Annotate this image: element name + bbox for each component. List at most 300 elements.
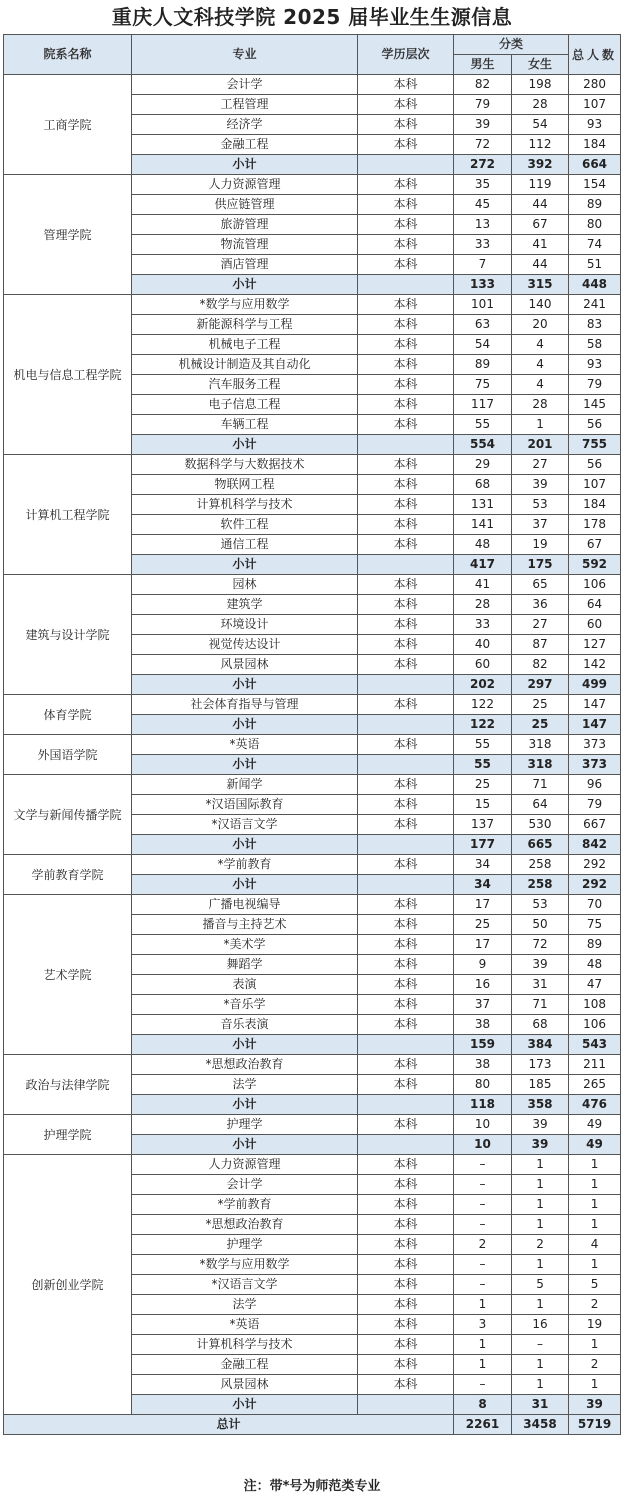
male-cell: 137 [454,815,512,835]
level-cell: 本科 [358,175,454,195]
level-cell: 本科 [358,1215,454,1235]
total-cell: 74 [569,235,621,255]
level-cell: 本科 [358,375,454,395]
female-cell: 25 [512,695,569,715]
subtotal-level-empty [358,1035,454,1055]
total-cell: 106 [569,1015,621,1035]
subtotal-level-empty [358,715,454,735]
subtotal-female: 392 [512,155,569,175]
level-cell: 本科 [358,975,454,995]
total-cell: 2 [569,1295,621,1315]
subtotal-label: 小计 [132,1095,358,1115]
subtotal-male: 118 [454,1095,512,1115]
level-cell: 本科 [358,695,454,715]
total-cell: 292 [569,855,621,875]
level-cell: 本科 [358,215,454,235]
male-cell: 34 [454,855,512,875]
level-cell: 本科 [358,475,454,495]
female-cell: 39 [512,1115,569,1135]
major-cell: 车辆工程 [132,415,358,435]
total-cell: 48 [569,955,621,975]
male-cell: – [454,1155,512,1175]
level-cell: 本科 [358,415,454,435]
major-cell: 计算机科学与技术 [132,495,358,515]
female-cell: 50 [512,915,569,935]
grand-total-label: 总计 [4,1415,454,1435]
male-cell: 33 [454,235,512,255]
total-cell: 211 [569,1055,621,1075]
major-cell: 数据科学与大数据技术 [132,455,358,475]
subtotal-female: 384 [512,1035,569,1055]
level-cell: 本科 [358,335,454,355]
table-row [4,175,621,195]
major-cell: 建筑学 [132,595,358,615]
subtotal-female: 297 [512,675,569,695]
male-cell: 41 [454,575,512,595]
total-cell: 4 [569,1235,621,1255]
subtotal-female: 201 [512,435,569,455]
table-row [4,455,621,475]
total-cell: 56 [569,455,621,475]
level-cell: 本科 [358,995,454,1015]
grand-total-row [4,1415,621,1435]
total-cell: 107 [569,95,621,115]
subtotal-male: 122 [454,715,512,735]
male-cell: 15 [454,795,512,815]
male-cell: 63 [454,315,512,335]
female-cell: 1 [512,1295,569,1315]
total-cell: 1 [569,1375,621,1395]
major-cell: 金融工程 [132,135,358,155]
subtotal-label: 小计 [132,555,358,575]
subtotal-level-empty [358,1395,454,1415]
major-cell: 物流管理 [132,235,358,255]
level-cell: 本科 [358,75,454,95]
male-cell: 38 [454,1055,512,1075]
male-cell: 1 [454,1335,512,1355]
college-name: 护理学院 [4,1115,132,1155]
graduate-source-table [3,34,621,1435]
subtotal-label: 小计 [132,155,358,175]
major-cell: 舞蹈学 [132,955,358,975]
female-cell: 5 [512,1275,569,1295]
header-female: 女生 [512,55,569,75]
subtotal-male: 133 [454,275,512,295]
level-cell: 本科 [358,1335,454,1355]
female-cell: 4 [512,335,569,355]
male-cell: 16 [454,975,512,995]
college-name: 体育学院 [4,695,132,735]
level-cell: 本科 [358,515,454,535]
male-cell: 48 [454,535,512,555]
total-cell: 96 [569,775,621,795]
subtotal-level-empty [358,1095,454,1115]
major-cell: 视觉传达设计 [132,635,358,655]
male-cell: 40 [454,635,512,655]
female-cell: 4 [512,375,569,395]
female-cell: 67 [512,215,569,235]
major-cell: 社会体育指导与管理 [132,695,358,715]
total-cell: 89 [569,935,621,955]
level-cell: 本科 [358,195,454,215]
subtotal-label: 小计 [132,1035,358,1055]
male-cell: – [454,1195,512,1215]
college-name: 外国语学院 [4,735,132,775]
total-cell: 241 [569,295,621,315]
female-cell: 1 [512,1355,569,1375]
major-cell: 计算机科学与技术 [132,1335,358,1355]
male-cell: – [454,1255,512,1275]
subtotal-male: 159 [454,1035,512,1055]
grand-total-male: 2261 [454,1415,512,1435]
female-cell: 39 [512,955,569,975]
subtotal-total: 592 [569,555,621,575]
total-cell: 1 [569,1155,621,1175]
level-cell: 本科 [358,1055,454,1075]
female-cell: 2 [512,1235,569,1255]
female-cell: 1 [512,1255,569,1275]
subtotal-female: 258 [512,875,569,895]
major-cell: 新闻学 [132,775,358,795]
male-cell: 80 [454,1075,512,1095]
total-cell: 145 [569,395,621,415]
total-cell: 1 [569,1255,621,1275]
female-cell: 1 [512,1155,569,1175]
subtotal-total: 476 [569,1095,621,1115]
female-cell: 1 [512,1175,569,1195]
total-cell: 106 [569,575,621,595]
college-name: 机电与信息工程学院 [4,295,132,455]
female-cell: 68 [512,1015,569,1035]
female-cell: 44 [512,195,569,215]
female-cell: 27 [512,615,569,635]
female-cell: 1 [512,1215,569,1235]
subtotal-level-empty [358,155,454,175]
college-name: 文学与新闻传播学院 [4,775,132,855]
female-cell: 1 [512,1195,569,1215]
total-cell: 373 [569,735,621,755]
major-cell: 风景园林 [132,655,358,675]
header-male: 男生 [454,55,512,75]
male-cell: 38 [454,1015,512,1035]
major-cell: *英语 [132,735,358,755]
level-cell: 本科 [358,1375,454,1395]
level-cell: 本科 [358,1355,454,1375]
total-cell: 142 [569,655,621,675]
total-cell: 147 [569,695,621,715]
college-name: 政治与法律学院 [4,1055,132,1115]
level-cell: 本科 [358,575,454,595]
total-cell: 64 [569,595,621,615]
male-cell: 7 [454,255,512,275]
subtotal-total: 373 [569,755,621,775]
level-cell: 本科 [358,135,454,155]
female-cell: 44 [512,255,569,275]
college-name: 管理学院 [4,175,132,295]
table-row [4,1115,621,1135]
level-cell: 本科 [358,935,454,955]
female-cell: 1 [512,415,569,435]
subtotal-label: 小计 [132,875,358,895]
page-title: 重庆人文科技学院 2025 届毕业生生源信息 [111,5,513,29]
major-cell: 广播电视编导 [132,895,358,915]
level-cell: 本科 [358,1175,454,1195]
male-cell: – [454,1375,512,1395]
total-cell: 79 [569,795,621,815]
major-cell: 法学 [132,1075,358,1095]
major-cell: 汽车服务工程 [132,375,358,395]
male-cell: 68 [454,475,512,495]
female-cell: 37 [512,515,569,535]
table-row [4,295,621,315]
female-cell: 82 [512,655,569,675]
total-cell: 83 [569,315,621,335]
table-row [4,1055,621,1075]
major-cell: 工程管理 [132,95,358,115]
subtotal-male: 272 [454,155,512,175]
header-major: 专业 [132,35,358,75]
total-cell: 93 [569,355,621,375]
male-cell: 2 [454,1235,512,1255]
major-cell: *音乐学 [132,995,358,1015]
level-cell: 本科 [358,855,454,875]
level-cell: 本科 [358,535,454,555]
female-cell: 65 [512,575,569,595]
subtotal-female: 175 [512,555,569,575]
level-cell: 本科 [358,455,454,475]
female-cell: 258 [512,855,569,875]
male-cell: 75 [454,375,512,395]
table-row [4,895,621,915]
subtotal-male: 417 [454,555,512,575]
male-cell: 54 [454,335,512,355]
subtotal-male: 8 [454,1395,512,1415]
female-cell: 198 [512,75,569,95]
level-cell: 本科 [358,735,454,755]
table-row [4,1155,621,1175]
male-cell: 29 [454,455,512,475]
male-cell: 10 [454,1115,512,1135]
male-cell: 55 [454,735,512,755]
level-cell: 本科 [358,1015,454,1035]
subtotal-label: 小计 [132,755,358,775]
female-cell: 54 [512,115,569,135]
subtotal-female: 358 [512,1095,569,1115]
level-cell: 本科 [358,255,454,275]
subtotal-male: 10 [454,1135,512,1155]
subtotal-label: 小计 [132,835,358,855]
male-cell: 13 [454,215,512,235]
subtotal-male: 177 [454,835,512,855]
table-row [4,75,621,95]
college-name: 计算机工程学院 [4,455,132,575]
total-cell: 60 [569,615,621,635]
subtotal-total: 755 [569,435,621,455]
subtotal-total: 147 [569,715,621,735]
subtotal-total: 292 [569,875,621,895]
female-cell: 119 [512,175,569,195]
major-cell: 经济学 [132,115,358,135]
male-cell: 82 [454,75,512,95]
subtotal-level-empty [358,675,454,695]
female-cell: 27 [512,455,569,475]
subtotal-level-empty [358,275,454,295]
major-cell: 供应链管理 [132,195,358,215]
major-cell: 环境设计 [132,615,358,635]
male-cell: 35 [454,175,512,195]
level-cell: 本科 [358,595,454,615]
total-cell: 58 [569,335,621,355]
level-cell: 本科 [358,795,454,815]
major-cell: *学前教育 [132,855,358,875]
major-cell: 物联网工程 [132,475,358,495]
male-cell: 37 [454,995,512,1015]
male-cell: – [454,1275,512,1295]
major-cell: *学前教育 [132,1195,358,1215]
subtotal-female: 318 [512,755,569,775]
male-cell: 60 [454,655,512,675]
female-cell: 71 [512,775,569,795]
total-cell: 184 [569,495,621,515]
total-cell: 1 [569,1195,621,1215]
total-cell: 1 [569,1175,621,1195]
major-cell: 表演 [132,975,358,995]
major-cell: 新能源科学与工程 [132,315,358,335]
level-cell: 本科 [358,1075,454,1095]
major-cell: 通信工程 [132,535,358,555]
subtotal-female: 315 [512,275,569,295]
male-cell: 45 [454,195,512,215]
college-name: 学前教育学院 [4,855,132,895]
subtotal-total: 664 [569,155,621,175]
level-cell: 本科 [358,1155,454,1175]
major-cell: 电子信息工程 [132,395,358,415]
subtotal-level-empty [358,555,454,575]
subtotal-label: 小计 [132,1135,358,1155]
total-cell: 108 [569,995,621,1015]
level-cell: 本科 [358,815,454,835]
header-level: 学历层次 [358,35,454,75]
major-cell: 护理学 [132,1115,358,1135]
subtotal-female: 31 [512,1395,569,1415]
male-cell: 9 [454,955,512,975]
level-cell: 本科 [358,655,454,675]
subtotal-level-empty [358,755,454,775]
male-cell: 55 [454,415,512,435]
header-category: 分类 [454,35,569,55]
male-cell: 25 [454,775,512,795]
female-cell: 173 [512,1055,569,1075]
total-cell: 19 [569,1315,621,1335]
female-cell: 28 [512,95,569,115]
male-cell: 79 [454,95,512,115]
subtotal-label: 小计 [132,1395,358,1415]
total-cell: 5 [569,1275,621,1295]
total-cell: 47 [569,975,621,995]
male-cell: 131 [454,495,512,515]
total-cell: 56 [569,415,621,435]
major-cell: 金融工程 [132,1355,358,1375]
level-cell: 本科 [358,395,454,415]
level-cell: 本科 [358,1115,454,1135]
level-cell: 本科 [358,1195,454,1215]
major-cell: *思想政治教育 [132,1055,358,1075]
level-cell: 本科 [358,95,454,115]
major-cell: *思想政治教育 [132,1215,358,1235]
major-cell: 播音与主持艺术 [132,915,358,935]
major-cell: *汉语言文学 [132,1275,358,1295]
male-cell: 117 [454,395,512,415]
total-cell: 93 [569,115,621,135]
male-cell: 89 [454,355,512,375]
male-cell: 1 [454,1295,512,1315]
level-cell: 本科 [358,295,454,315]
level-cell: 本科 [358,1275,454,1295]
female-cell: 112 [512,135,569,155]
major-cell: 酒店管理 [132,255,358,275]
table-row [4,695,621,715]
female-cell: 19 [512,535,569,555]
total-cell: 51 [569,255,621,275]
male-cell: 1 [454,1355,512,1375]
female-cell: 71 [512,995,569,1015]
subtotal-label: 小计 [132,715,358,735]
female-cell: 4 [512,355,569,375]
level-cell: 本科 [358,1255,454,1275]
male-cell: 17 [454,895,512,915]
female-cell: 87 [512,635,569,655]
level-cell: 本科 [358,1315,454,1335]
college-name: 创新创业学院 [4,1155,132,1415]
male-cell: 3 [454,1315,512,1335]
total-cell: 75 [569,915,621,935]
total-cell: 667 [569,815,621,835]
college-name: 工商学院 [4,75,132,175]
total-cell: 178 [569,515,621,535]
header-total: 总人数 [569,35,621,75]
female-cell: 41 [512,235,569,255]
total-cell: 67 [569,535,621,555]
total-cell: 2 [569,1355,621,1375]
level-cell: 本科 [358,1235,454,1255]
level-cell: 本科 [358,235,454,255]
female-cell: – [512,1335,569,1355]
male-cell: – [454,1215,512,1235]
major-cell: 机械电子工程 [132,335,358,355]
major-cell: 园林 [132,575,358,595]
male-cell: 33 [454,615,512,635]
male-cell: 25 [454,915,512,935]
total-cell: 89 [569,195,621,215]
table-body [4,75,621,1435]
female-cell: 36 [512,595,569,615]
college-name: 艺术学院 [4,895,132,1055]
major-cell: 人力资源管理 [132,1155,358,1175]
subtotal-level-empty [358,875,454,895]
level-cell: 本科 [358,635,454,655]
footnote: 注：带*号为师范类专业 [243,1479,381,1494]
female-cell: 140 [512,295,569,315]
total-cell: 107 [569,475,621,495]
subtotal-total: 842 [569,835,621,855]
total-cell: 79 [569,375,621,395]
major-cell: *数学与应用数学 [132,1255,358,1275]
major-cell: *美术学 [132,935,358,955]
major-cell: *汉语国际教育 [132,795,358,815]
subtotal-male: 554 [454,435,512,455]
major-cell: *数学与应用数学 [132,295,358,315]
level-cell: 本科 [358,775,454,795]
